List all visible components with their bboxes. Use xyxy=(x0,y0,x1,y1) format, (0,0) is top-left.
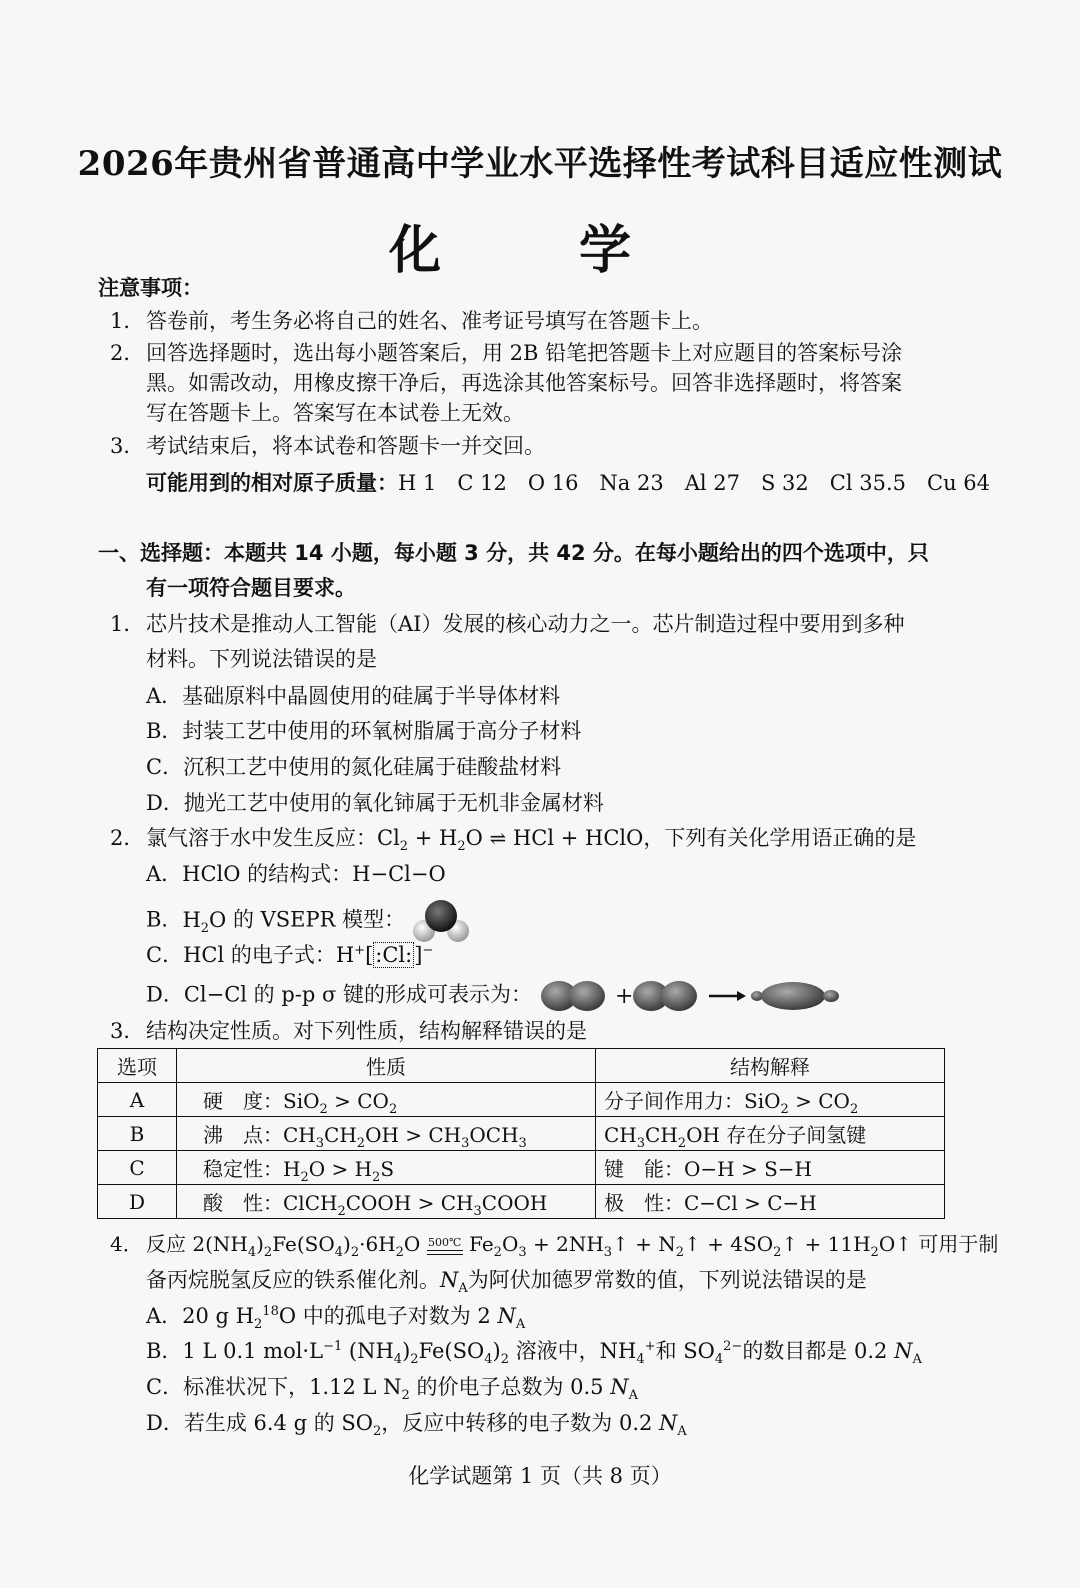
section1-heading-line2: 有一项符合题目要求。 xyxy=(146,576,356,600)
table-row: C 稳定性：$H_2O > H_2S$ 键 能：O−H > S−H xyxy=(98,1151,945,1185)
table-row: D 酸 性：ClCH$_2$COOH > $CH_3COOH$ 极 性：C−Cl > C−H xyxy=(98,1185,945,1219)
question-2-option-c: C．HCl 的电子式：H+[:Cl:]− xyxy=(146,943,434,967)
question-2-option-b: B．$H_2O$ 的 VSEPR 模型： xyxy=(146,898,470,944)
subject-title: 化 学 xyxy=(388,221,692,281)
question-1-option-c: C．沉积工艺中使用的氮化硅属于硅酸盐材料 xyxy=(146,755,562,779)
exam-title: 2026年贵州省普通高中学业水平选择性考试科目适应性测试 xyxy=(77,144,1003,184)
question-1-stem-line2: 材料。下列说法错误的是 xyxy=(146,647,377,671)
vsepr-model-icon xyxy=(412,898,470,944)
notice-heading: 注意事项： xyxy=(98,276,203,300)
question-2-option-d: D．Cl−Cl 的 p-p σ 键的形成可表示为： + xyxy=(146,978,859,1014)
question-2-option-a: A．HClO 的结构式：H−Cl−O xyxy=(146,862,446,886)
page-footer: 化学试题第 1 页（共 8 页） xyxy=(408,1464,672,1488)
question-1-option-b: B．封装工艺中使用的环氧树脂属于高分子材料 xyxy=(146,719,582,743)
svg-text:+: + xyxy=(614,984,634,1009)
question-1-stem: 1．芯片技术是推动人工智能（AI）发展的核心动力之一。芯片制造过程中要用到多种 xyxy=(110,612,905,636)
question-3-stem: 3．结构决定性质。对下列性质，结构解释错误的是 xyxy=(110,1019,587,1043)
chem-equation: $Cl_2 + H_2O$ ⇌ HCl + HClO xyxy=(377,826,644,855)
electron-formula: H+[:Cl:]− xyxy=(335,943,434,967)
notice-item-2-line2: 黑。如需改动，用橡皮擦干净后，再选涂其他答案标号。回答非选择题时，将答案 xyxy=(146,371,902,395)
question-1-option-d: D．抛光工艺中使用的氧化铈属于无机非金属材料 xyxy=(146,791,604,815)
question-1-option-a: A．基础原料中晶圆使用的硅属于半导体材料 xyxy=(146,684,561,708)
table-header: 性质 xyxy=(177,1049,596,1083)
question-2-stem: 2．氯气溶于水中发生反应：$Cl_2 + H_2O$ ⇌ HCl + HClO，下列有关化学用语正确的是 xyxy=(110,826,917,855)
table-row: A 硬 度：$SiO_2 > CO_2$ 分子间作用力：$SiO_2 > CO_2$ xyxy=(98,1083,945,1117)
table-header: 选项 xyxy=(98,1049,177,1083)
table-header: 结构解释 xyxy=(596,1049,945,1083)
question-3-table xyxy=(97,1048,945,1219)
table-row: B 沸 点：$CH_3CH_2OH > CH_3OCH_3$ $CH_3CH_2OH$ 存在分子间氢键 xyxy=(98,1117,945,1151)
p-p-sigma-bond-diagram xyxy=(539,978,859,1014)
atomic-masses: 可能用到的相对原子质量：H 1 C 12 O 16 Na 23 Al 27 S 32 Cl 35.5 Cu 64 xyxy=(146,471,990,495)
question-4-stem: 4． 反应 $2(NH_4)_2Fe(SO_4)_2\cdot 6H_2O$ 500℃ $Fe_2O_3$ + $2NH_3↑$ + $N_2↑$ + $4SO_2↑$ + $11H_2O↑$ 可用于制 xyxy=(110,1232,999,1260)
section1-heading: 一、选择题：本题共 14 小题，每小题 3 分，共 42 分。在每小题给出的四个选项中，只 xyxy=(98,541,929,565)
notice-item-3: 3．考试结束后，将本试卷和答题卡一并交回。 xyxy=(110,434,545,458)
question-4-stem-line2: 备丙烷脱氢反应的铁系催化剂。$N_A$为阿伏加德罗常数的值，下列说法错误的是 xyxy=(146,1268,867,1297)
table-header-row xyxy=(98,1049,945,1083)
question-4-option-d: D．若生成 6.4 g 的 $SO_2$，反应中转移的电子数为 0.2 $N_A$ xyxy=(146,1411,687,1440)
question-4-option-a: A．20 g $H_2^{18}O$ 中的孤电子对数为 2 $N_A$ xyxy=(146,1304,526,1333)
question-4-option-c: C．标准状况下，1.12 L $N_2$ 的价电子总数为 0.5 $N_A$ xyxy=(146,1375,638,1404)
notice-item-2: 2．回答选择题时，选出每小题答案后，用 2B 铅笔把答题卡上对应题目的答案标号涂 xyxy=(110,341,903,365)
notice-item-2-line3: 写在答题卡上。答案写在本试卷上无效。 xyxy=(146,401,524,425)
notice-item-1: 1．答卷前，考生务必将自己的姓名、准考证号填写在答题卡上。 xyxy=(110,309,713,333)
question-4-option-b: B．1 L 0.1 $mol\cdot L^{-1}$ $(NH_4)_2Fe(SO_4)_2$ 溶液中，$NH_4^+$和 $SO_4^{2-}$的数目都是 0.2 $N_A$ xyxy=(146,1339,922,1368)
